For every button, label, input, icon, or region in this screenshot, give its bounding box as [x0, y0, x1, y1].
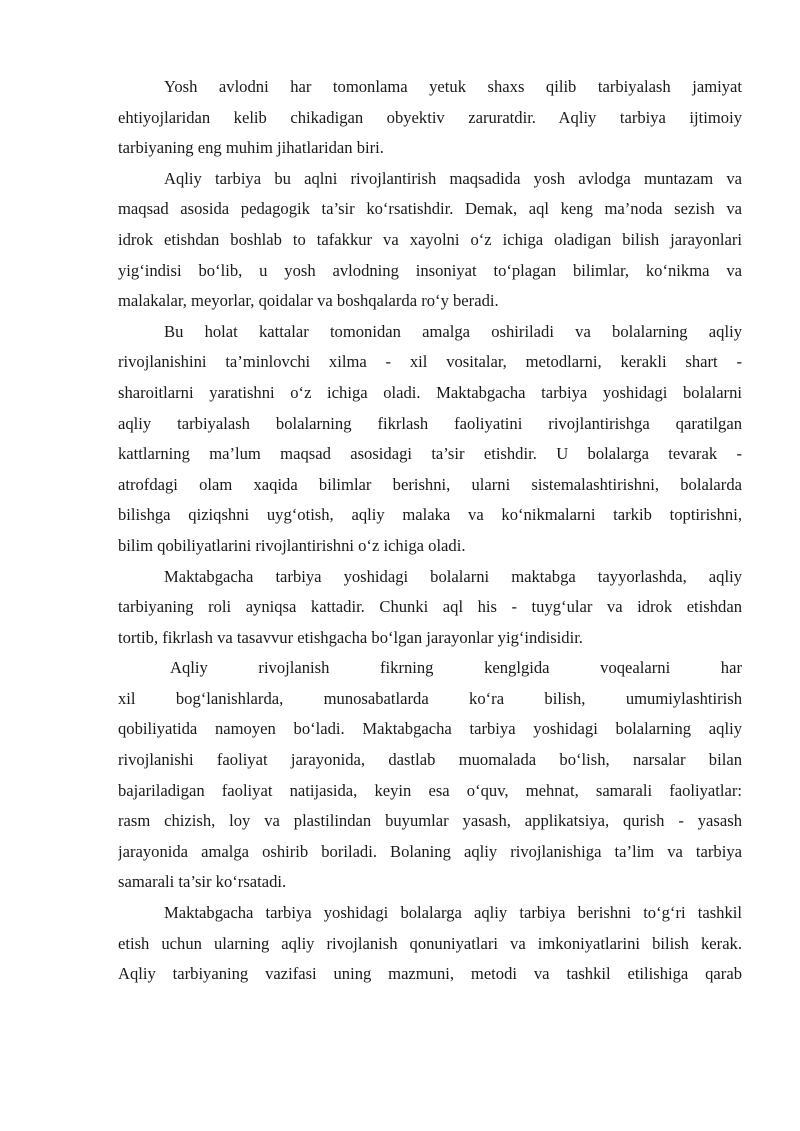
text-line: tortib, fikrlash va tasavvur etishgacha bo‘lgan jarayonlar yig‘indisidir. — [118, 627, 583, 647]
text-line: ehtiyojlaridan kelib chikadigan obyektiv zaruratdir. Aqliy tarbiya ijtimoiy — [118, 107, 742, 127]
text-line: rivojlanishi faoliyat jarayonida, dastlab muomalada bo‘lish, narsalar bilan — [118, 750, 742, 770]
text-line: sharoitlarni yaratishni o‘z ichiga oladi. Maktabgacha tarbiya yoshidagi bolalarni — [118, 382, 742, 402]
text-line: rasm chizish, loy va plastilindan buyumlar yasash, applikatsiya, qurish - yasash — [118, 811, 742, 831]
text-line: tarbiyaning eng muhim jihatlaridan biri. — [118, 138, 384, 158]
text-line: samarali ta’sir ko‘rsatadi. — [118, 872, 287, 892]
text-line: Maktabgacha tarbiya yoshidagi bolalarni maktabga tayyorlashda, aqliy — [164, 566, 742, 586]
text-line: Maktabgacha tarbiya yoshidagi bolalarga aqliy tarbiya berishni to‘g‘ri tashkil — [164, 903, 742, 923]
document-body — [118, 72, 742, 990]
text-line: qobiliyatida namoyen bo‘ladi. Maktabgacha tarbiya yoshidagi bolalarning aqliy — [118, 719, 742, 739]
text-line: Aqliy tarbiya bu aqlni rivojlantirish maqsadida yosh avlodga muntazam va — [164, 168, 742, 188]
text-line: atrofdagi olam xaqida bilimlar berishni, ularni sistemalashtirishni, bolalarda — [118, 474, 742, 494]
text-line: bilim qobiliyatlarini rivojlantirishni o‘z ichiga oladi. — [118, 535, 466, 555]
text-line: Bu holat kattalar tomonidan amalga oshiriladi va bolalarning aqliy — [164, 321, 742, 341]
text-line: idrok etishdan boshlab to tafakkur va xayolni o‘z ichiga oladigan bilish jarayonlari — [118, 229, 742, 249]
text-line: Aqliy rivojlanish fikrning kenglgida voqealarni har — [170, 658, 742, 678]
text-line: etish uchun ularning aqliy rivojlanish qonuniyatlari va imkoniyatlarini bilish kerak. — [118, 933, 742, 953]
text-line: xil bog‘lanishlarda, munosabatlarda ko‘ra bilish, umumiylashtirish — [118, 688, 742, 708]
text-line: Aqliy tarbiyaning vazifasi uning mazmuni, metodi va tashkil etilishiga qarab — [118, 964, 742, 984]
text-line: kattlarning ma’lum maqsad asosidagi ta’sir etishdir. U bolalarga tevarak - — [118, 444, 742, 464]
text-line: bilishga qiziqshni uyg‘otish, aqliy malaka va ko‘nikmalarni tarkib toptirishni, — [118, 505, 742, 525]
text-line: rivojlanishini ta’minlovchi xilma - xil vositalar, metodlarni, kerakli shart - — [118, 352, 742, 372]
text-line: maqsad asosida pedagogik ta’sir ko‘rsatishdir. Demak, aql keng ma’noda sezish va — [118, 199, 742, 219]
text-line: jarayonida amalga oshirib boriladi. Bolaning aqliy rivojlanishiga ta’lim va tarbiya — [118, 841, 742, 861]
text-line: yig‘indisi bo‘lib, u yosh avlodning insoniyat to‘plagan bilimlar, ko‘nikma va — [118, 260, 742, 280]
text-line: tarbiyaning roli ayniqsa kattadir. Chunki aql his - tuyg‘ular va idrok etishdan — [118, 597, 742, 617]
text-line: malakalar, meyorlar, qoidalar va boshqalarda ro‘y beradi. — [118, 291, 499, 311]
text-line: aqliy tarbiyalash bolalarning fikrlash faoliyatini rivojlantirishga qaratilgan — [118, 413, 742, 433]
text-line: bajariladigan faoliyat natijasida, keyin esa o‘quv, mehnat, samarali faoliyatlar: — [118, 780, 742, 800]
text-line: Yosh avlodni har tomonlama yetuk shaxs qilib tarbiyalash jamiyat — [164, 77, 742, 96]
